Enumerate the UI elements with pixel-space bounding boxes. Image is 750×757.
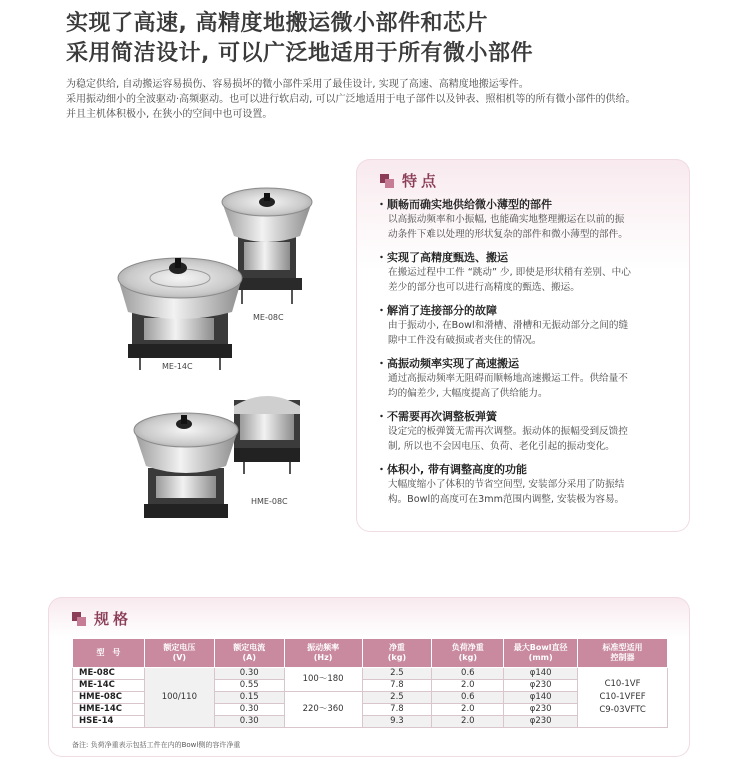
feature-title: ・实现了高精度甄选、搬运: [376, 251, 508, 264]
controller-item: C9-03VFTC: [599, 705, 646, 715]
cell-bowl: φ230: [504, 680, 578, 692]
cell-bowl: φ230: [504, 716, 578, 728]
col-header-controller: 标准型适用 控制器: [578, 639, 668, 668]
cell-model: HSE-14: [73, 716, 145, 728]
cell-frequency: 100～180: [284, 668, 362, 692]
spec-heading: [72, 608, 132, 629]
cell-load: 2.0: [432, 680, 504, 692]
product-hme08c-image: [234, 396, 300, 474]
feature-desc: 构。Bowl的高度可在3mm范围内调整, 安装极为容易。: [388, 494, 625, 505]
cell-current: 0.30: [214, 716, 284, 728]
feature-item: [376, 409, 688, 454]
col-header-model: 型 号: [73, 639, 145, 668]
feature-item: [376, 197, 688, 242]
spec-title: 规格: [94, 610, 133, 628]
feature-desc: 动条件下难以处理的形状复杂的部件和微小薄型的部件。: [388, 229, 628, 240]
feature-desc: 以高振动频率和小振幅, 也能确实地整理搬运在以前的振: [388, 214, 625, 225]
section-mark-icon: [380, 174, 394, 188]
cell-current: 0.15: [214, 692, 284, 704]
feature-desc: 在搬运过程中工件 “跳动” 少, 即使是形状稍有差别、中心: [388, 267, 631, 278]
feature-item: [376, 250, 688, 295]
col-header-frequency: 振动频率 (Hz): [284, 639, 362, 668]
cell-bowl: φ140: [504, 668, 578, 680]
cell-model: HME-08C: [73, 692, 145, 704]
feature-title: ・高振动频率实现了高速搬运: [376, 357, 519, 370]
features-list: [376, 197, 688, 515]
feature-desc: 差少的部分也可以进行高精度的甄选、搬运。: [388, 282, 580, 293]
cell-frequency: 220～360: [284, 692, 362, 728]
cell-load: 2.0: [432, 716, 504, 728]
feature-desc: 均的偏差少, 大幅度提高了供给能力。: [388, 388, 548, 399]
features-heading: [380, 170, 440, 191]
feature-desc: 通过高振动频率无阻碍而顺畅地高速搬运工件。供给量不: [388, 373, 628, 384]
features-title: 特点: [402, 172, 441, 190]
cell-weight: 7.8: [362, 704, 432, 716]
cell-bowl: φ230: [504, 704, 578, 716]
spec-header-row: [73, 639, 668, 668]
cell-voltage: 100/110: [144, 668, 214, 728]
cell-load: 0.6: [432, 668, 504, 680]
controller-item: C10-1VFEF: [599, 692, 646, 702]
cell-load: 2.0: [432, 704, 504, 716]
intro-text: [66, 77, 746, 122]
product-photos: [110, 180, 350, 530]
cell-controllers: [578, 668, 668, 728]
feature-title: ・解消了连接部分的故障: [376, 304, 497, 317]
intro-line: 为稳定供给, 自动搬运容易损伤、容易损坏的微小部件采用了最佳设计, 实现了高速、高精度地搬运零件。: [66, 79, 529, 90]
spec-table: [72, 638, 668, 728]
feature-title: ・体积小, 带有调整高度的功能: [376, 463, 528, 476]
cell-model: HME-14C: [73, 704, 145, 716]
product-hse-image: [134, 413, 238, 518]
cell-weight: 7.8: [362, 680, 432, 692]
feature-desc: 隙中工件没有破损或者夹住的情况。: [388, 335, 542, 346]
table-row: [73, 668, 668, 680]
cell-bowl: φ140: [504, 692, 578, 704]
section-mark-icon: [72, 612, 86, 626]
feature-title: ・不需要再次调整板弹簧: [376, 410, 497, 423]
intro-line: 采用振动细小的全波驱动·高频驱动。也可以进行软启动, 可以广泛地适用于电子部件以及钟表、照相机等的所有微小部件的供给。: [66, 94, 636, 105]
feature-item: [376, 356, 688, 401]
controller-item: C10-1VF: [604, 679, 641, 689]
col-header-bowl-diameter: 最大Bowl直径 (mm): [504, 639, 578, 668]
feature-desc: 由于振动小, 在Bowl和滑槽、滑槽和无振动部分之间的缝: [388, 320, 629, 331]
spec-note: 备注: 负荷净重表示包括工件在内的Bowl侧的容许净重: [72, 741, 241, 749]
cell-load: 0.6: [432, 692, 504, 704]
label-me14c: ME-14C: [162, 362, 193, 371]
label-hme08c: HME-08C: [251, 497, 288, 506]
feature-title: ・顺畅而确实地供给微小薄型的部件: [376, 198, 552, 211]
col-header-current: 额定电流 (A): [214, 639, 284, 668]
cell-weight: 2.5: [362, 668, 432, 680]
label-me08c: ME-08C: [253, 313, 284, 322]
feature-desc: 大幅度缩小了体积的节省空间型, 安装部分采用了防振结: [388, 479, 625, 490]
cell-current: 0.55: [214, 680, 284, 692]
cell-model: ME-08C: [73, 668, 145, 680]
feature-item: [376, 462, 688, 507]
cell-current: 0.30: [214, 668, 284, 680]
cell-model: ME-14C: [73, 680, 145, 692]
col-header-weight: 净重 (kg): [362, 639, 432, 668]
cell-weight: 9.3: [362, 716, 432, 728]
cell-current: 0.30: [214, 704, 284, 716]
headline-line-2: 采用简洁设计, 可以广泛地适用于所有微小部件: [66, 41, 534, 66]
feature-desc: 设定完的板弹簧无需再次调整。振动体的振幅受到反馈控: [388, 426, 628, 437]
col-header-voltage: 额定电压 (V): [144, 639, 214, 668]
feature-item: [376, 303, 688, 348]
feature-desc: 制, 所以也不会因电压、负荷、老化引起的振动变化。: [388, 441, 615, 452]
col-header-load-weight: 负荷净重 (kg): [432, 639, 504, 668]
headline-line-1: 实现了高速, 高精度地搬运微小部件和芯片: [66, 11, 489, 36]
cell-weight: 2.5: [362, 692, 432, 704]
product-me14c-image: [118, 258, 242, 370]
intro-line: 并且主机体积极小, 在狭小的空间中也可设置。: [66, 109, 273, 120]
